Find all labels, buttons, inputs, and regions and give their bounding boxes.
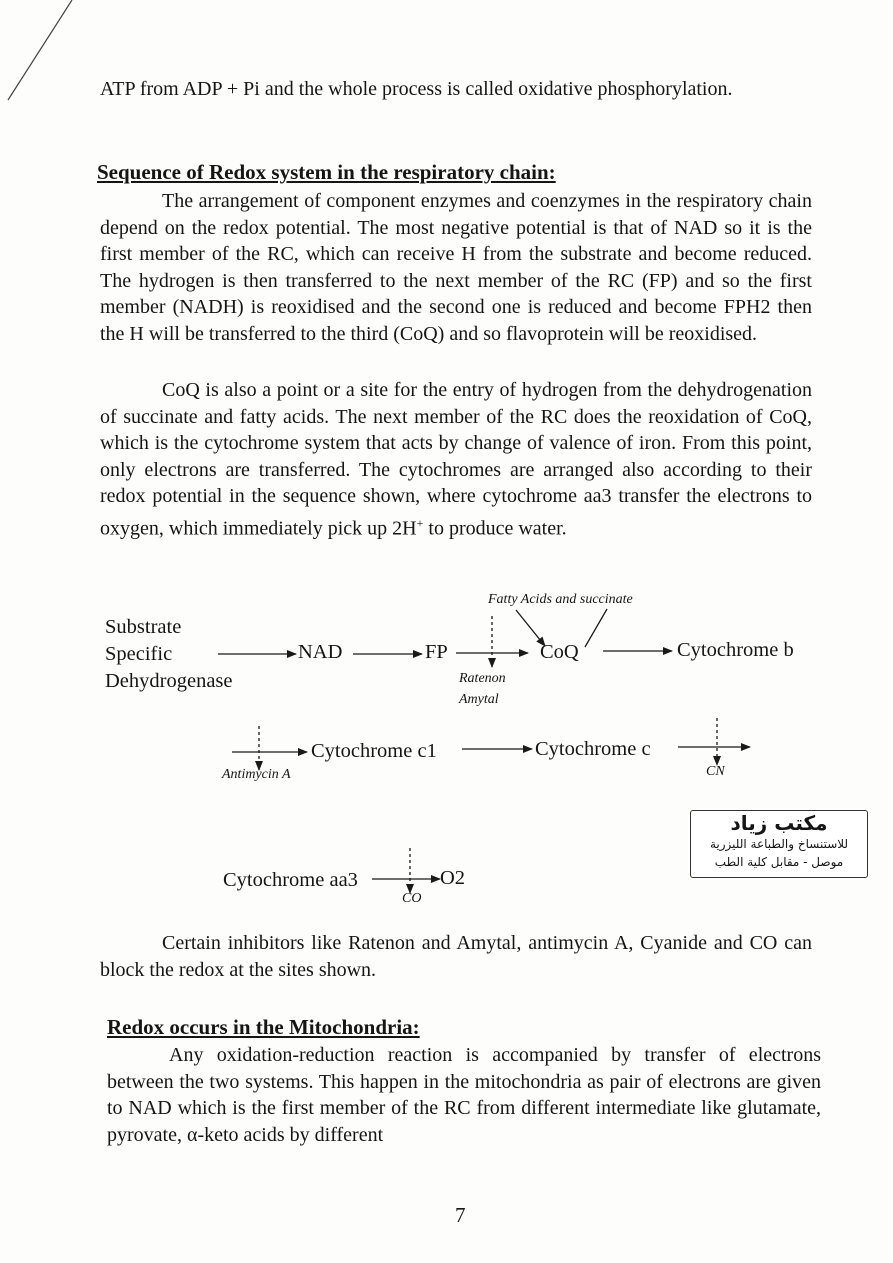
stamp-address: موصل - مقابل كلية الطب <box>714 855 844 869</box>
paragraph-arrangement: The arrangement of component enzymes and coenzymes in the respiratory chain depend on the redox potential. The most negative potential is that of NAD so it is the first member of the RC, which can receive H from the substrate and become reduced. The hydrogen is then transferred to the next member of the RC (FP) and so the first member (NADH) is reoxidised and the second one is reduced and become FPH2 then the H will be transferred to the third (CoQ) and so flavoprotein will be reoxidised. <box>100 190 812 345</box>
label-amytal: Amytal <box>459 692 499 707</box>
stamp-shop-name: مكتب زياد <box>730 811 828 835</box>
heading-sequence-redox: Sequence of Redox system in the respiratory chain: <box>97 160 556 184</box>
arrow-succinate-coq <box>585 609 607 647</box>
arrow-fatty-coq <box>516 610 545 646</box>
heading-redox-mitochondria: Redox occurs in the Mitochondria: <box>107 1015 420 1039</box>
label-dehydrogenase: Dehydrogenase <box>105 670 233 692</box>
copy-shop-stamp <box>690 810 868 878</box>
paragraph-mitochondria: Any oxidation-reduction reaction is accompanied by transfer of electrons between the two systems. This happen in the mitochondria as pair of electrons are given to NAD which is the first member of the RC from different intermediate like glutamate, pyrovate, α-keto acids by different <box>107 1044 821 1146</box>
paragraph-inhibitors: Certain inhibitors like Ratenon and Amytal, antimycin A, Cyanide and CO can block the redox at the sites shown. <box>100 932 812 981</box>
paragraph-coq-end: to produce water. <box>423 517 567 540</box>
label-fatty-acids-succinate: Fatty Acids and succinate <box>488 592 633 607</box>
label-cytochrome-aa3: Cytochrome aa3 <box>223 869 358 891</box>
label-specific: Specific <box>105 643 173 665</box>
stamp-services: للاستنساخ والطباعة الليزرية <box>709 837 849 851</box>
label-substrate: Substrate <box>105 616 182 638</box>
label-coq: CoQ <box>540 641 579 663</box>
label-cytochrome-c1: Cytochrome c1 <box>311 740 437 762</box>
label-o2: O2 <box>440 867 466 889</box>
paragraph-oxidative-phosphorylation: ATP from ADP + Pi and the whole process is called oxidative phosphorylation. <box>100 78 733 100</box>
label-fp: FP <box>425 641 448 663</box>
label-ratenon: Ratenon <box>459 671 506 686</box>
label-nad: NAD <box>298 641 343 663</box>
label-cn: CN <box>706 764 725 779</box>
page-number: 7 <box>455 1203 466 1227</box>
label-cytochrome-c: Cytochrome c <box>535 738 651 760</box>
label-co: CO <box>402 891 422 906</box>
label-cytochrome-b: Cytochrome b <box>677 639 794 661</box>
superscript-plus: + <box>416 515 424 530</box>
paragraph-coq-text: CoQ is also a point or a site for the entry of hydrogen from the dehydrogenation of succinate and fatty acids. The next member of the RC does the reoxidation of CoQ, which is the cytochrome system that acts by change of valence of iron. From this point, only electrons are transferred. The cytochromes are arranged also according to their redox potential in the sequence shown, where cytochrome aa3 transfer the electrons to oxygen, which immediately pick up 2H <box>100 379 812 540</box>
label-antimycin-a: Antimycin A <box>222 767 291 782</box>
